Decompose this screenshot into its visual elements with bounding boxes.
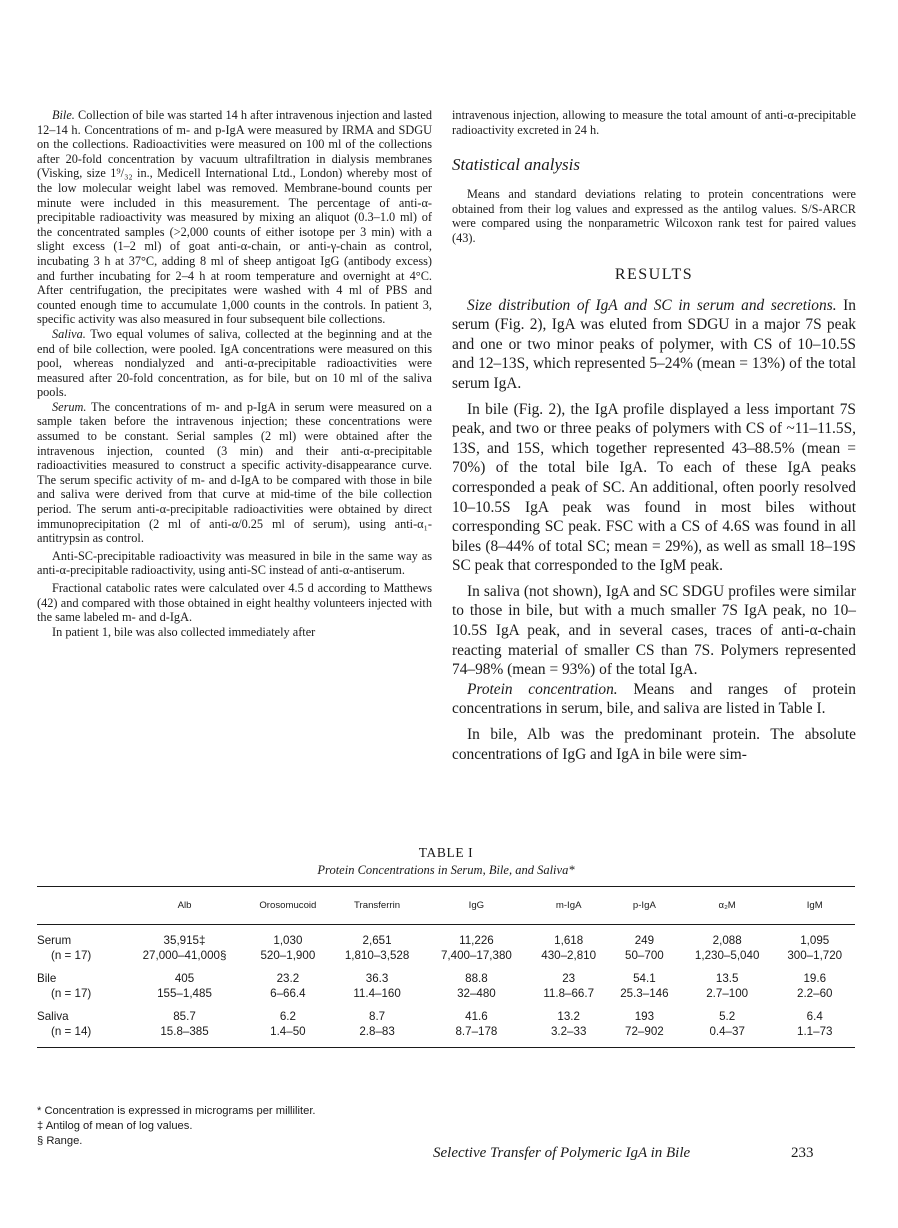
paragraph-bile (37, 108, 432, 327)
paragraph-bile-albumin (452, 725, 856, 764)
row-n-label: (n = 17) (51, 949, 92, 962)
paragraph-size-distribution (452, 296, 856, 394)
paragraph-text: Fractional catabolic rates were calculated over 4.5 d according to Matthews (42) and compared with those obtained in eight healthy volunteers injected with the same labeled m- and d-IgA. (37, 581, 432, 625)
column-header: α₂M (718, 900, 736, 911)
page-number: 233 (791, 1145, 814, 1161)
table-cell: 7,400–17,380 (440, 949, 512, 962)
heading-statistical-analysis: Statistical analysis (452, 155, 580, 175)
table-cell: 1.4–50 (270, 1025, 306, 1038)
table-cell: 2.8–83 (359, 1025, 395, 1038)
table-cell: 50–700 (625, 949, 664, 962)
paragraph-text: In saliva (not shown), IgA and SC SDGU profiles were similar to those in bile, but with a much smaller 7S IgA peak, no 10–10.5S IgA peak, and in several cases, traces of anti-α-chain reacting material of smaller CS than 7S. Polymers represented 74–98% (mean = 93%) of the total IgA. (452, 582, 856, 679)
paragraph-text: Collection of bile was started 14 h after intravenous injection and lasted 12–14 h. Concentrations of m- and p-IgA were measured by IRMA and SDGU on the collections. Radioactivities were measured on 100 ml of the collections after 20-fold concentration by vacuum ultrafiltration in dialysis membranes (Visking, size 1⁹/₃₂ in., Medicell International Ltd., London) whereby most of the low molecular weight label was removed. Membrane-bound counts per minute were included in this measurement. The percentage of anti-α-precipitable radioactivity was measured by mixing an aliquot (0.3–1.0 ml) of the concentrated samples (>2,000 counts of either isotope per 3 min) with a slight excess (1–2 ml) of goat anti-α-chain, or anti-γ-chain as control, incubating 3 h at 37°C, adding 8 ml of sheep antigoat IgG (antibody excess) and further incubating for 2–4 h at room temperature and overnight at 4°C. After centrifugation, the precipitates were washed with 4 ml of PBS and counted enough time to accumulate 1,000 counts in the controls. In patient 3, specific activity was also measured in four subsequent bile collections. (37, 108, 432, 327)
table-row-serum-mean (37, 925, 855, 949)
table-cell: 8.7–178 (455, 1025, 498, 1038)
table-cell: 27,000–41,000§ (142, 949, 227, 962)
paragraph-text: In patient 1, bile was also collected immediately after (52, 624, 316, 639)
footnote: * Concentration is expressed in micrograms per milliliter. (37, 1105, 316, 1117)
row-n-label: (n = 14) (51, 1025, 92, 1038)
table-cell: 520–1,900 (260, 949, 316, 962)
paragraph-lead: Protein concentration. (467, 680, 618, 698)
protein-table (37, 886, 855, 1048)
table-cell: 249 (634, 934, 655, 947)
table-cell: 6–66.4 (270, 987, 306, 1000)
table-cell: 0.4–37 (709, 1025, 745, 1038)
table-row-serum-range (37, 948, 855, 963)
table-cell: 1,230–5,040 (694, 949, 760, 962)
footnote: § Range. (37, 1135, 83, 1147)
running-title: Selective Transfer of Polymeric IgA in Bile (433, 1145, 691, 1161)
heading-results: RESULTS (614, 265, 694, 283)
table-cell: 2.2–60 (797, 987, 833, 1000)
table-cell: 1,618 (554, 934, 584, 947)
table-cell: 405 (174, 972, 195, 985)
paragraph-text: In serum (Fig. 2), IgA was eluted from SDGU in a major 7S peak and one or two minor peaks of polymer, with CS of 10–10.5S and 12–13S, which represented 5–24% (mean = 13%) of the total serum IgA. (452, 296, 856, 392)
column-header-empty (37, 887, 123, 925)
paragraph-text: Anti-SC-precipitable radioactivity was measured in bile in the same way as anti-α-precipitable radioactivity, using anti-SC instead of anti-α-antiserum. (37, 548, 432, 578)
paragraph-text: Two equal volumes of saliva, collected at the beginning and at the end of bile collection, were pooled. IgA concentrations were measured on this pool, whereas nondialyzed and anti-α-precipitable radioactivities were measured after 20-fold concentration, as for bile, but on 10 ml of the saliva pools. (37, 326, 432, 400)
paragraph-anti-sc (37, 549, 432, 578)
table-cell: 2,651 (362, 934, 392, 947)
paragraph-patient1 (37, 625, 432, 640)
paragraph-catabolic (37, 581, 432, 625)
column-header: Transferrin (354, 900, 401, 911)
table-cell: 35,915‡ (163, 934, 206, 947)
table-cell: 85.7 (173, 1010, 196, 1023)
table-cell: 88.8 (465, 972, 488, 985)
right-column (452, 108, 856, 764)
paragraph-statistics: Means and standard deviations relating to protein concentrations were obtained from their log values and expressed as the antilog values. S/S-ARCR were compared using the nonparametric Wilcoxon rank test for paired values (43). (452, 187, 856, 245)
paragraph-text: The concentrations of m- and p-IgA in serum were measured on a sample taken before the intravenous injection; these concentrations were assumed to be constant. Serial samples (2 ml) were obtained after the intravenous injection, counted (3 min) and their anti-α-precipitable radioactivities measured to construct a specific activity-disappearance curve. The serum specific activity of m- and d-IgA to be compared with those in bile and saliva were derived from that curve at mid-time of the bile collection period. The serum anti-α-precipitable radioactivities were obtained by direct immunoprecipitation (2 ml of anti-α/0.25 ml of serum), using anti-α₁-antitrypsin as control. (37, 399, 432, 546)
paragraph-text: Means and ranges of protein concentrations in serum, bile, and saliva are listed in Table I. (452, 680, 856, 718)
table-title: Protein Concentrations in Serum, Bile, and Saliva* (317, 863, 575, 877)
paragraph-lead: Size distribution of IgA and SC in serum and secretions. (467, 296, 837, 314)
table-row-bile-range (37, 986, 855, 1001)
paragraph-text: In bile (Fig. 2), the IgA profile displayed a less important 7S peak, and two or three peaks of polymers with CS of ~11–11.5S, 13S, and 15S, which together represented 43–88.5% (mean = 70%) of the total bile IgA. To each of these IgA peaks corresponded a peak of SC. An additional, often poorly resolved 10–10.5S IgA peak was found in most biles without corresponding SC peak. FSC with a CS of 4.6S was found in all biles (8–44% of total SC; mean = 29%), as well as small 18–19S SC peak that corresponded to the IgM peak. (452, 400, 856, 575)
table-cell: 13.5 (715, 972, 739, 985)
paragraph-continuation: intravenous injection, allowing to measure the total amount of anti-α-precipitable radioactivity excreted in 24 h. (452, 108, 856, 137)
table-cell: 1,030 (273, 934, 303, 947)
paragraph-serum (37, 400, 432, 546)
table-row-saliva-mean (37, 1001, 855, 1024)
table-cell: 300–1,720 (787, 949, 843, 962)
table-cell: 5.2 (719, 1010, 736, 1023)
column-header: m-IgA (555, 900, 582, 911)
table-caption: TABLE I (418, 845, 474, 860)
paragraph-protein-concentration (452, 680, 856, 719)
table-cell: 430–2,810 (541, 949, 597, 962)
table-cell: 1,810–3,528 (344, 949, 410, 962)
paragraph-lead: Bile. (52, 108, 75, 122)
row-label: Saliva (37, 1010, 69, 1023)
column-header: Alb (177, 900, 192, 911)
column-header: p-IgA (632, 900, 656, 911)
paragraph-lead: Saliva. (52, 326, 86, 341)
table-row-bile-mean (37, 963, 855, 986)
table-cell: 1,095 (800, 934, 830, 947)
table-cell: 25.3–146 (620, 987, 669, 1000)
table-cell: 3.2–33 (550, 1025, 587, 1038)
table-cell: 6.4 (806, 1010, 823, 1023)
table-cell: 32–480 (457, 987, 496, 1000)
table-cell: 36.3 (365, 972, 389, 985)
table-1 (37, 845, 855, 1048)
table-footnotes (37, 1104, 316, 1149)
table-cell: 11.8–66.7 (543, 987, 595, 1000)
table-cell: 2,088 (712, 934, 742, 947)
footnote: ‡ Antilog of mean of log values. (37, 1120, 193, 1132)
table-cell: 54.1 (633, 972, 656, 985)
column-header: IgM (806, 900, 823, 911)
row-n-label: (n = 17) (51, 987, 92, 1000)
paragraph-bile-profile (452, 400, 856, 576)
table-cell: 1.1–73 (797, 1025, 833, 1038)
table-cell: 155–1,485 (157, 987, 212, 1000)
table-cell: 23 (562, 972, 576, 985)
row-label: Bile (37, 972, 57, 985)
table-cell: 6.2 (279, 1010, 296, 1023)
row-label: Serum (37, 934, 72, 947)
table-cell: 13.2 (557, 1010, 580, 1023)
table-cell: 23.2 (276, 972, 300, 985)
column-header: IgG (468, 900, 485, 911)
table-cell: 193 (634, 1010, 655, 1023)
table-row-saliva-range (37, 1024, 855, 1048)
table-cell: 11,226 (459, 934, 494, 947)
paragraph-saliva (37, 327, 432, 400)
table-cell: 2.7–100 (706, 987, 749, 1000)
table-cell: 8.7 (369, 1010, 386, 1023)
table-header-row (37, 887, 855, 925)
table-cell: 72–902 (625, 1025, 664, 1038)
table-cell: 41.6 (465, 1010, 488, 1023)
table-cell: 15.8–385 (160, 1025, 209, 1038)
paragraph-lead: Serum. (52, 399, 87, 414)
left-column (37, 108, 432, 639)
column-header: Orosomucoid (259, 900, 317, 911)
table-cell: 19.6 (803, 972, 827, 985)
paragraph-saliva-profile (452, 582, 856, 680)
table-cell: 11.4–160 (353, 987, 401, 1000)
paragraph-text: In bile, Alb was the predominant protein. The absolute concentrations of IgG and IgA in bile were sim- (452, 726, 856, 763)
